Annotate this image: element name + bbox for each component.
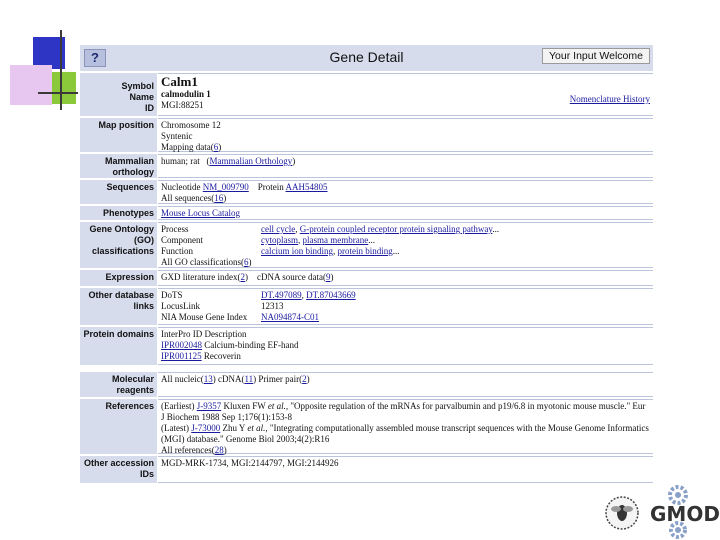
chromosome-text: Chromosome 12 [161, 120, 221, 130]
expression-label: Expression [80, 270, 157, 286]
expression-row [80, 270, 653, 286]
orthology-species: human; rat [161, 156, 200, 166]
orthology-label: Mammalian orthology [80, 154, 157, 178]
phenotypes-row [80, 206, 653, 220]
accession-value: MGD-MRK-1734, MGI:2144797, MGI:2144926 [158, 456, 653, 483]
nucleic-link[interactable]: 13 [203, 374, 213, 384]
mapping-data-link[interactable]: 6 [213, 142, 219, 152]
all-go-link[interactable]: 6 [243, 257, 249, 267]
gene-id: MGI:88251 [161, 100, 204, 110]
gmod-logo-text: GMOD [650, 502, 720, 526]
gene-detail-screenshot [80, 45, 653, 483]
other-db-row [80, 288, 653, 325]
gxd-literature-link[interactable]: 2 [240, 272, 245, 282]
map-position-label: Map position [80, 118, 157, 152]
nucleotide-link[interactable]: NM_009790 [202, 182, 249, 192]
page-header [80, 45, 653, 71]
go-term-link[interactable]: calcium ion binding [261, 246, 333, 256]
references-label: References [80, 399, 157, 454]
decor-square-pink [10, 65, 52, 105]
go-component-row: Component cytoplasm, plasma membrane... [161, 235, 375, 245]
all-sequences-link[interactable]: 16 [214, 193, 224, 203]
accession-row [80, 456, 653, 483]
cdna-source-link[interactable]: 9 [325, 272, 331, 282]
decor-square-green [52, 72, 76, 104]
help-icon[interactable]: ? [84, 49, 106, 67]
protein-value: InterPro ID Description IPR002048 Calcium-binding EF-hand IPR001125 Recoverin [158, 327, 653, 365]
gene-symbol: Calm1 [161, 74, 198, 89]
syntenic-text: Syntenic [161, 131, 193, 141]
symbol-row [80, 73, 653, 116]
map-position-row [80, 118, 653, 152]
cdna-link[interactable]: 11 [244, 374, 254, 384]
other-db-label: Other database links [80, 288, 157, 325]
sequences-row [80, 180, 653, 204]
go-process-row: Process cell cycle, G-protein coupled receptor protein signaling pathway... [161, 224, 500, 234]
other-db-value: DoTS DT.497089, DT.87043669 LocusLink 12313 NIA Mouse Gene Index NA094874-C01 [158, 288, 653, 325]
references-value: (Earliest) J-9357 Kluxen FW et al., "Opposite regulation of the mRNAs for parvalbumin and p19/6.8 in myotonic mouse muscle." Eur J Biochem 1988 Sep 1;176(1):153-8 (Latest) J-73000 Zhu Y et al., "Integrating computationally assembled mouse transcript sequences with the Mouse Genome Informatics (MGI) database." Genome Biol 2003;4(2):R16 All references(28) [158, 399, 653, 454]
orthology-value: human; rat (Mammalian Orthology) [158, 154, 653, 178]
fly-icon [606, 497, 638, 529]
go-term-link[interactable]: cell cycle [261, 224, 296, 234]
go-term-link[interactable]: plasma membrane [302, 235, 369, 245]
reference-link[interactable]: J-73000 [191, 423, 221, 433]
go-term-link[interactable]: cytoplasm [261, 235, 298, 245]
sequences-value: Nucleotide NM_009790 Protein AAH54805 All sequences(16) [158, 180, 653, 204]
mapping-data: Mapping data(6) [161, 142, 222, 152]
go-label: Gene Ontology (GO) classifications [80, 222, 157, 268]
dots-link[interactable]: DT.497089 [261, 290, 302, 300]
expression-value: GXD literature index(2) cDNA source data(9) [158, 270, 653, 286]
symbol-value [158, 73, 653, 116]
interpro-link[interactable]: IPR002048 [161, 340, 203, 350]
go-term-link[interactable]: protein binding [337, 246, 393, 256]
decor-line-vertical [60, 30, 62, 110]
primer-link[interactable]: 2 [302, 374, 307, 384]
mammalian-orthology-link[interactable]: Mammalian Orthology [209, 156, 293, 166]
page-title: Gene Detail [329, 49, 404, 65]
gene-name: calmodulin 1 [161, 89, 211, 99]
your-input-welcome-button[interactable]: Your Input Welcome [542, 48, 650, 64]
go-term-link[interactable]: G-protein coupled receptor protein signaling pathway [299, 224, 493, 234]
phenotypes-value [158, 206, 653, 220]
go-value: Process cell cycle, G-protein coupled receptor protein signaling pathway... Component cytoplasm, plasma membrane... Function calcium ion binding, protein binding... All GO classifications(6) [158, 222, 653, 268]
reagents-row [80, 372, 653, 397]
gmod-logo [590, 483, 720, 540]
nia-link[interactable]: NA094874-C01 [261, 312, 319, 322]
reference-link[interactable]: J-9357 [196, 401, 222, 411]
nomenclature-history-link[interactable]: Nomenclature History [569, 94, 650, 104]
sequences-label: Sequences [80, 180, 157, 204]
dots-link[interactable]: DT.87043669 [306, 290, 356, 300]
references-row [80, 399, 653, 454]
reagents-label: Molecular reagents [80, 372, 157, 397]
mouse-locus-catalog-link[interactable]: Mouse Locus Catalog [161, 208, 240, 218]
reagents-value: All nucleic(13) cDNA(11) Primer pair(2) [158, 372, 653, 397]
go-row [80, 222, 653, 268]
accession-label: Other accession IDs [80, 456, 157, 483]
phenotypes-label: Phenotypes [80, 206, 157, 220]
symbol-label: Symbol Name ID [80, 73, 157, 116]
protein-row [80, 327, 653, 365]
protein-link[interactable]: AAH54805 [285, 182, 328, 192]
map-position-value [158, 118, 653, 152]
decor-line-horizontal [38, 92, 78, 94]
go-function-row: Function calcium ion binding, protein binding... [161, 246, 400, 256]
orthology-row [80, 154, 653, 178]
protein-label: Protein domains [80, 327, 157, 365]
interpro-link[interactable]: IPR001125 [161, 351, 202, 361]
all-references-link[interactable]: 28 [214, 445, 224, 455]
